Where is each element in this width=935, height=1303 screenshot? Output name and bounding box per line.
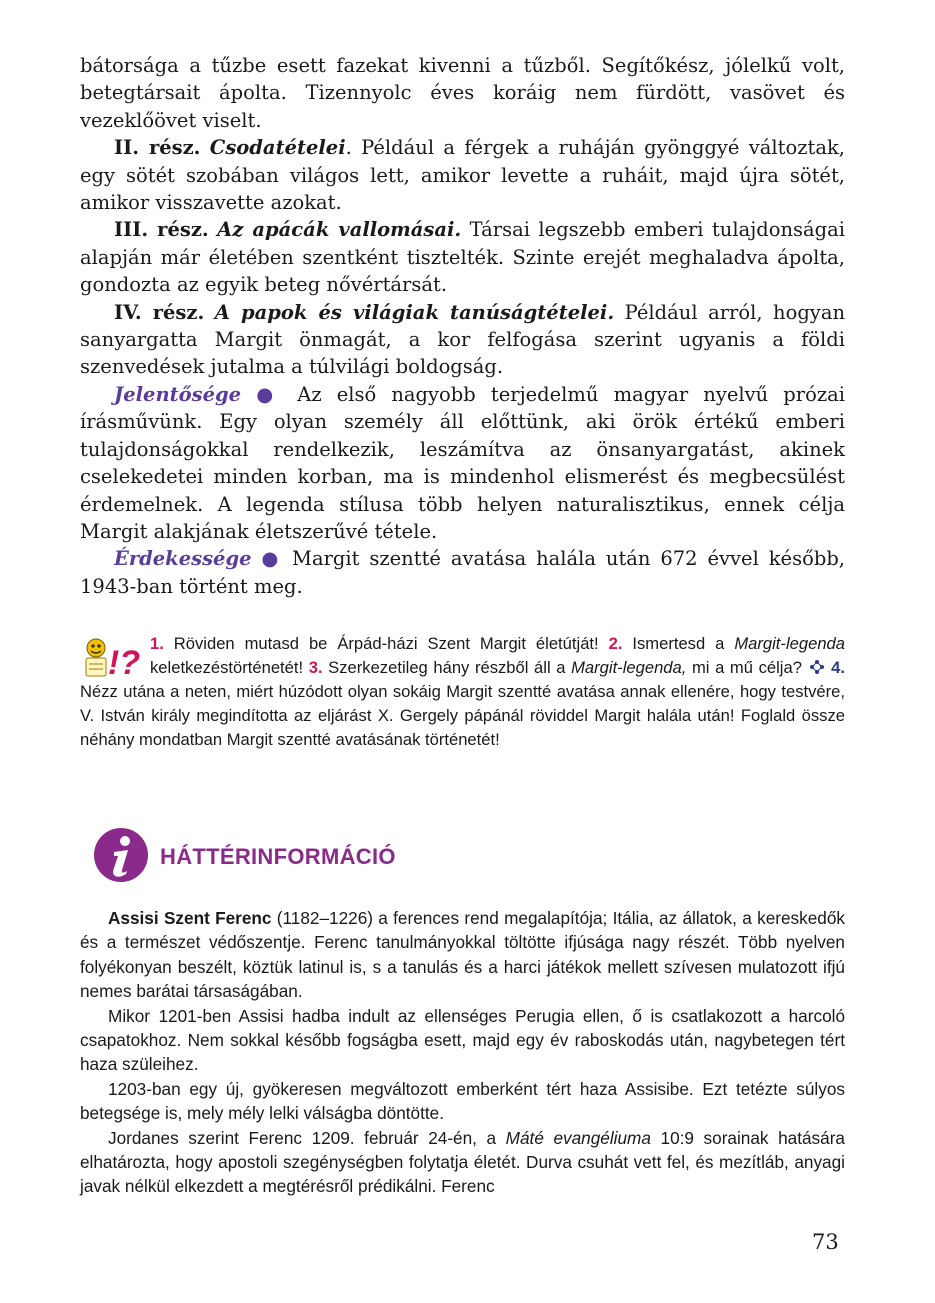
question-icon bbox=[80, 634, 144, 680]
paragraph-part-3: III. rész. Az apácák vallomásai. Társai legszebb emberi tulajdonságai alapján már életében szentként tisztelték. Szinte erejét meghaladva ápolta, gondozta az egyik beteg nővértársát. bbox=[80, 218, 846, 297]
info-header bbox=[92, 826, 592, 886]
info-title: HÁTTÉRINFORMÁCIÓ bbox=[160, 844, 396, 869]
info-paragraph-1: Assisi Szent Ferenc (1182–1226) a ferences rend megalapítója; Itália, az állatok, a kereskedők és a természet védőszentje. Ferenc tanulmányokkal töltötte ifjúsága nagy részét. Több nyelven folyékonyan beszélt, köztük latinul is, s a tanulás és a harci játékok mellett szívesen mulatozott ifjú nemes barátai társaságában. bbox=[80, 908, 845, 1002]
info-paragraph-4: Jordanes szerint Ferenc 1209. február 24-én, a Máté evangéliuma 10:9 sorainak hatására elhatározta, hogy apostoli szegénységben folytatja életét. Durva csuhát vett fel, és mezítláb, anyagi javak nélkül elkezdett a megtérésről prédikálni. Ferenc bbox=[80, 1127, 845, 1197]
paragraph-significance: Jelentősége ● Az első nagyobb terjedelmű magyar nyelvű prózai írásművünk. Egy olyan személy áll előttünk, aki örök értékű emberi tulajdonságokkal rendelkezik, leszámítva az önsanyargatást, akinek cselekedetei minden korban, ma is mindenhol elismerést és megbecsülést érdemelnek. A legenda stílusa több helyen naturalisztikus, ennek célja Margit alakjának életszerűvé tétele. bbox=[80, 382, 845, 543]
paragraph-part-2: II. rész. Csodatételei. Például a férgek a ruháján gyönggyé változtak, egy sötét szobában világos lett, amikor levette a ruháit, majd újra sötét, amikor visszavette azokat. bbox=[80, 136, 845, 215]
questions-block bbox=[80, 632, 845, 752]
paragraph-part-4: IV. rész. A papok és világiak tanúságtételei. Például arról, hogyan sanyargatta Margit önmagát, a kor felfogása szerint ugyanis a földi szenvedések jutalma a túlvilági boldogság. bbox=[80, 300, 845, 379]
info-text bbox=[80, 906, 845, 1199]
main-text bbox=[80, 52, 845, 600]
internet-icon bbox=[808, 658, 826, 677]
info-icon bbox=[92, 826, 150, 884]
svg-text:!?: !? bbox=[108, 644, 141, 680]
info-paragraph-2: Mikor 1201-ben Assisi hadba indult az ellenséges Perugia ellen, ő is csatlakozott a harcoló csapatokhoz. Nem sokkal később fogságba esett, majd egy év raboskodás után, nagybetegen tért haza szüleihez. bbox=[80, 1005, 845, 1075]
page-number: 73 bbox=[812, 1230, 839, 1254]
info-paragraph-3: 1203-ban egy új, gyökeresen megváltozott emberként tért haza Assisibe. Ezt tetézte súlyos betegsége is, mely mély lelki válságba döntötte. bbox=[80, 1078, 845, 1124]
paragraph-interest: Érdekessége ● Margit szentté avatása halála után 672 évvel később, 1943-ban történt meg. bbox=[80, 547, 845, 598]
questions-text: 1. Röviden mutasd be Árpád-házi Szent Margit életútját! 2. Ismertesd a Margit-legenda keletkezéstörténetét! 3. Szerkezetileg hány részből áll a Margit-legenda, mi a mű célja? 4. Nézz utána a neten, miért húzódott olyan sokáig Margit szentté avatása annak ellenére, hogy testvére, V. István király megindította az eljárást X. Gergely pápánál röviddel Margit halála után! Foglald össze néhány mondatban Margit szentté avatásának történetét! bbox=[80, 634, 845, 749]
paragraph-1: bátorsága a tűzbe esett fazekat kivenni a tűzből. Segítőkész, jólelkű volt, betegtársait ápolta. Tizennyolc éves koráig nem fürdött, vasövet és vezeklőövet viselt. bbox=[80, 54, 845, 132]
